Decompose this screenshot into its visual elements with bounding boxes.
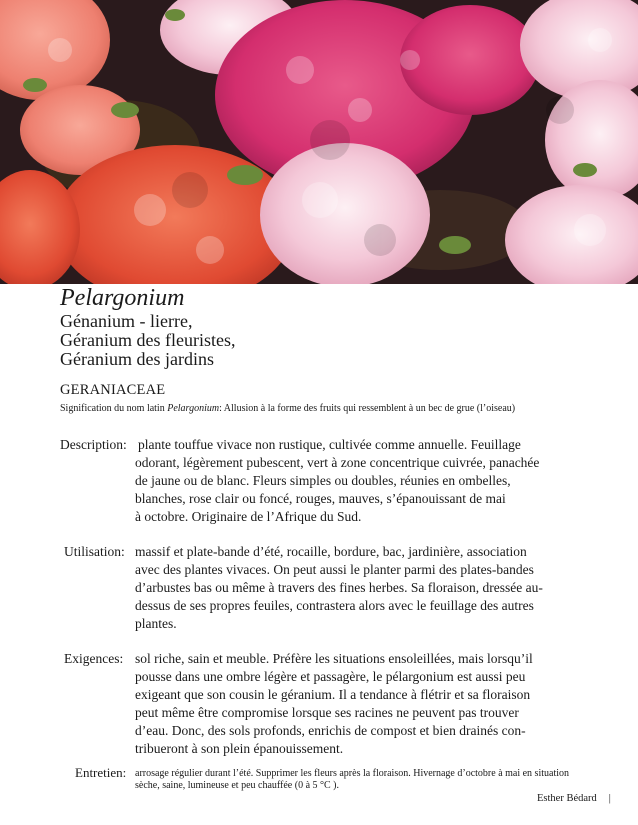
text-line: d’arbustes bas ou même à travers des fines herbes. Sa floraison, dressée au- xyxy=(135,580,543,595)
text-line: pousse dans une ombre légère et passagère, le pélargonium est aussi peu xyxy=(135,669,526,684)
text-line: arrosage régulier durant l’été. Supprimer les fleurs après la floraison. Hivernage d’octobre à mai en situation xyxy=(135,768,570,779)
text-line: d’eau. Donc, des sols profonds, enrichis de compost et bien drainés con- xyxy=(135,723,526,738)
text-line: odorant, légèrement pubescent, vert à zone concentrique cuivrée, panachée xyxy=(135,455,540,470)
author-name: Esther Bédard xyxy=(537,793,597,804)
utilisation-label: Utilisation: xyxy=(64,544,125,559)
text-line: tribueront à son plein épanouissement. xyxy=(135,741,344,756)
utilisation-body xyxy=(0,543,543,633)
text-line: de jaune ou de blanc. Fleurs simples ou doubles, réunies en ombelles, xyxy=(135,473,511,488)
common-names xyxy=(60,312,235,369)
description-body xyxy=(0,436,539,526)
meaning-prefix: Signification du nom latin xyxy=(60,403,168,414)
entretien-body xyxy=(135,768,615,791)
page-title: Pelargonium xyxy=(60,285,185,311)
text-line: massif et plate-bande d’été, rocaille, bordure, bac, jardinière, association xyxy=(135,544,527,559)
common-name: Géranium des jardins xyxy=(60,349,214,369)
text-line: plante touffue vivace non rustique, cultivée comme annuelle. Feuillage xyxy=(138,437,521,452)
text-line: sèche, saine, lumineuse et peu chauffée (0 à 5 °C ). xyxy=(135,779,340,791)
exigences-body xyxy=(0,650,533,758)
title-block xyxy=(60,284,235,369)
footer-separator: | xyxy=(608,793,611,804)
description-label: Description: xyxy=(60,437,127,452)
meaning-latin: Pelargonium xyxy=(167,403,220,414)
text-line: dessus de ses propres feuiles, contrastera alors avec le feuillage des autres xyxy=(135,598,534,613)
text-line: avec des plantes vivaces. On peut aussi le planter parmi des plates-bandes xyxy=(135,562,534,577)
text-line: à octobre. Originaire de l’Afrique du Sud. xyxy=(135,509,362,524)
text-line: exigeant que son cousin le géranium. Il a tendance à flétrir et sa floraison xyxy=(135,687,531,702)
common-name: Génanium - lierre, xyxy=(60,311,193,331)
flower-illustration xyxy=(0,0,638,284)
text-line: plantes. xyxy=(135,616,177,631)
plant-family: GERANIACEAE xyxy=(60,382,166,398)
latin-name-meaning xyxy=(60,403,515,414)
exigences-label: Exigences: xyxy=(64,651,124,666)
header-photo-pelargonium xyxy=(0,0,638,284)
text-line: peut même être compromise lorsque ses racines ne peuvent pas trouver xyxy=(135,705,519,720)
common-name: Géranium des fleuristes, xyxy=(60,330,236,350)
text-line: sol riche, sain et meuble. Préfère les situations ensoleillées, mais lorsqu’il xyxy=(135,651,533,666)
meaning-text: : Allusion à la forme des fruits qui ressemblent à un bec de grue (l’oiseau) xyxy=(219,403,516,414)
text-line: blanches, rose clair ou foncé, rouges, mauves, s’épanouissant de mai xyxy=(135,491,506,506)
footer xyxy=(537,793,611,804)
entretien-label: Entretien: xyxy=(75,765,127,780)
